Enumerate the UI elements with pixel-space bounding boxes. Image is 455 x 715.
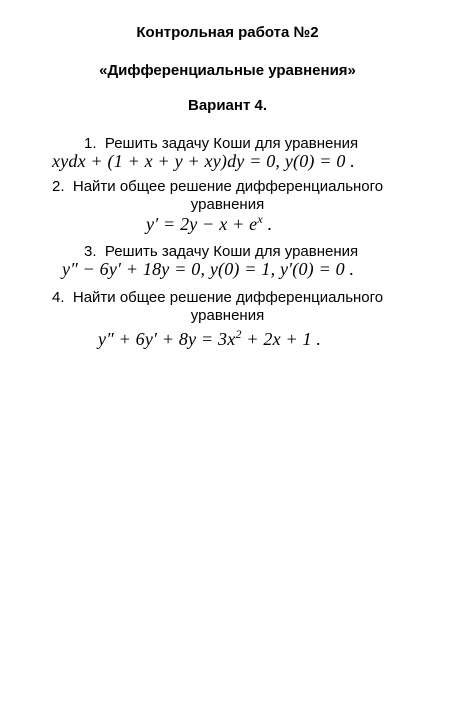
- problem-text: Найти общее решение дифференциального: [72, 178, 384, 195]
- problem-number: 2.: [52, 178, 65, 195]
- problem-2-heading-continued: уравнения: [190, 196, 265, 213]
- problem-1-formula: xydx + (1 + x + y + xy)dy = 0, y(0) = 0 .: [52, 151, 355, 171]
- problem-text: Найти общее решение дифференциального: [72, 289, 384, 306]
- problem-number: 1.: [84, 135, 97, 152]
- variant-label: Вариант 4.: [188, 97, 267, 114]
- problem-4-formula: $y'' + 6y' + 8y = 3x^2 + 2x + 1$ .: [98, 327, 322, 349]
- problem-text: Решить задачу Коши для уравнения: [104, 135, 359, 152]
- problem-3-formula: y″ − 6y′ + 18y = 0, y(0) = 1, y′(0) = 0 .: [62, 259, 355, 279]
- problem-4-heading-continued: уравнения: [190, 307, 265, 324]
- problem-2-formula: $y' = 2y - x + e^x$ .: [146, 212, 273, 234]
- problem-4-heading: [52, 289, 383, 306]
- page-title: Контрольная работа №2: [136, 24, 319, 41]
- problem-number: 3.: [84, 243, 97, 260]
- problem-3-heading: [84, 243, 358, 260]
- subject-title: «Дифференциальные уравнения»: [99, 62, 356, 79]
- problem-text: Решить задачу Коши для уравнения: [104, 243, 359, 260]
- problem-2-heading: [52, 178, 383, 195]
- problem-1-heading: [84, 135, 358, 152]
- problem-number: 4.: [52, 289, 65, 306]
